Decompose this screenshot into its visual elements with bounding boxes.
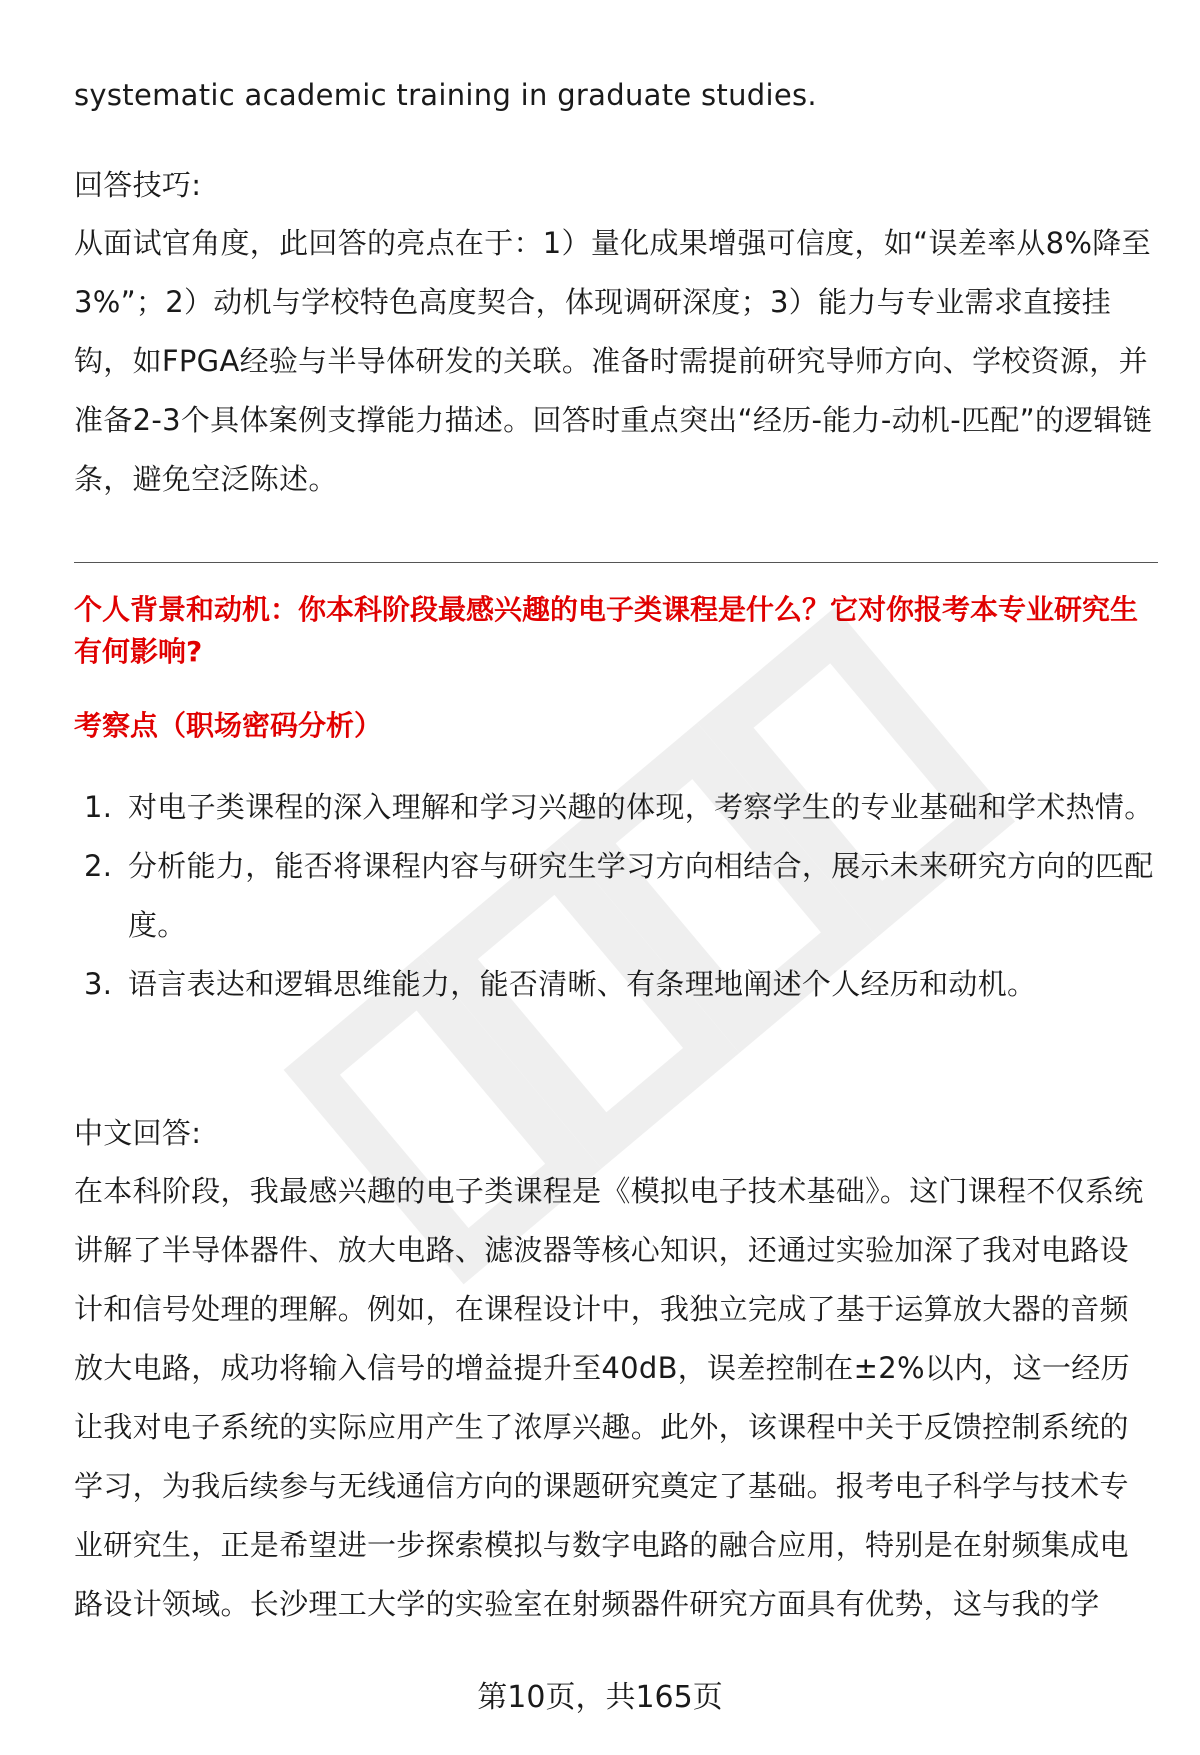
list-item-number: 3. [84, 967, 113, 1001]
list-item [74, 837, 1158, 955]
list-item-text: 语言表达和逻辑思维能力，能否清晰、有条理地阐述个人经历和动机。 [128, 967, 1037, 1001]
list-item-text: 对电子类课程的深入理解和学习兴趣的体现，考察学生的专业基础和学术热情。 [128, 790, 1154, 824]
points-heading: 考察点（职场密码分析） [74, 709, 383, 742]
tips-label: 回答技巧: [74, 168, 202, 202]
points-list [74, 778, 1158, 1014]
list-item-number: 1. [84, 790, 113, 824]
page-footer: 第10页，共165页 [477, 1680, 723, 1715]
tips-body: 从面试官角度，此回答的亮点在于：1）量化成果增强可信度，如“误差率从8%降至3%”；2）动机与学校特色高度契合，体现调研深度；3）能力与专业需求直接挂钩，如FPGA经验与半导体研发的关联。准备时需提前研究导师方向、学校资源，并准备2-3个具体案例支撑能力描述。回答时重点突出“经历-能力-动机-匹配”的逻辑链条，避免空泛陈述。 [74, 226, 1153, 496]
list-item [74, 955, 1158, 1014]
list-item-number: 2. [84, 849, 113, 883]
list-item-text: 分析能力，能否将课程内容与研究生学习方向相结合，展示未来研究方向的匹配度。 [128, 849, 1154, 942]
lead-paragraph: systematic academic training in graduate studies. [74, 78, 817, 112]
answer-body: 在本科阶段，我最感兴趣的电子类课程是《模拟电子技术基础》。这门课程不仅系统讲解了半导体器件、放大电路、滤波器等核心知识，还通过实验加深了我对电路设计和信号处理的理解。例如，在课程设计中，我独立完成了基于运算放大器的音频放大电路，成功将输入信号的增益提升至40dB，误差控制在±2%以内，这一经历让我对电子系统的实际应用产生了浓厚兴趣。此外，该课程中关于反馈控制系统的学习，为我后续参与无线通信方向的课题研究奠定了基础。报考电子科学与技术专业研究生，正是希望进一步探索模拟与数字电路的融合应用，特别是在射频集成电路设计领域。长沙理工大学的实验室在射频器件研究方面具有优势，这与我的学 [74, 1174, 1144, 1621]
section-divider [74, 562, 1158, 563]
question-heading: 个人背景和动机：你本科阶段最感兴趣的电子类课程是什么？它对你报考本专业研究生有何影响? [74, 593, 1139, 668]
answer-label: 中文回答: [74, 1116, 202, 1150]
list-item [74, 778, 1158, 837]
